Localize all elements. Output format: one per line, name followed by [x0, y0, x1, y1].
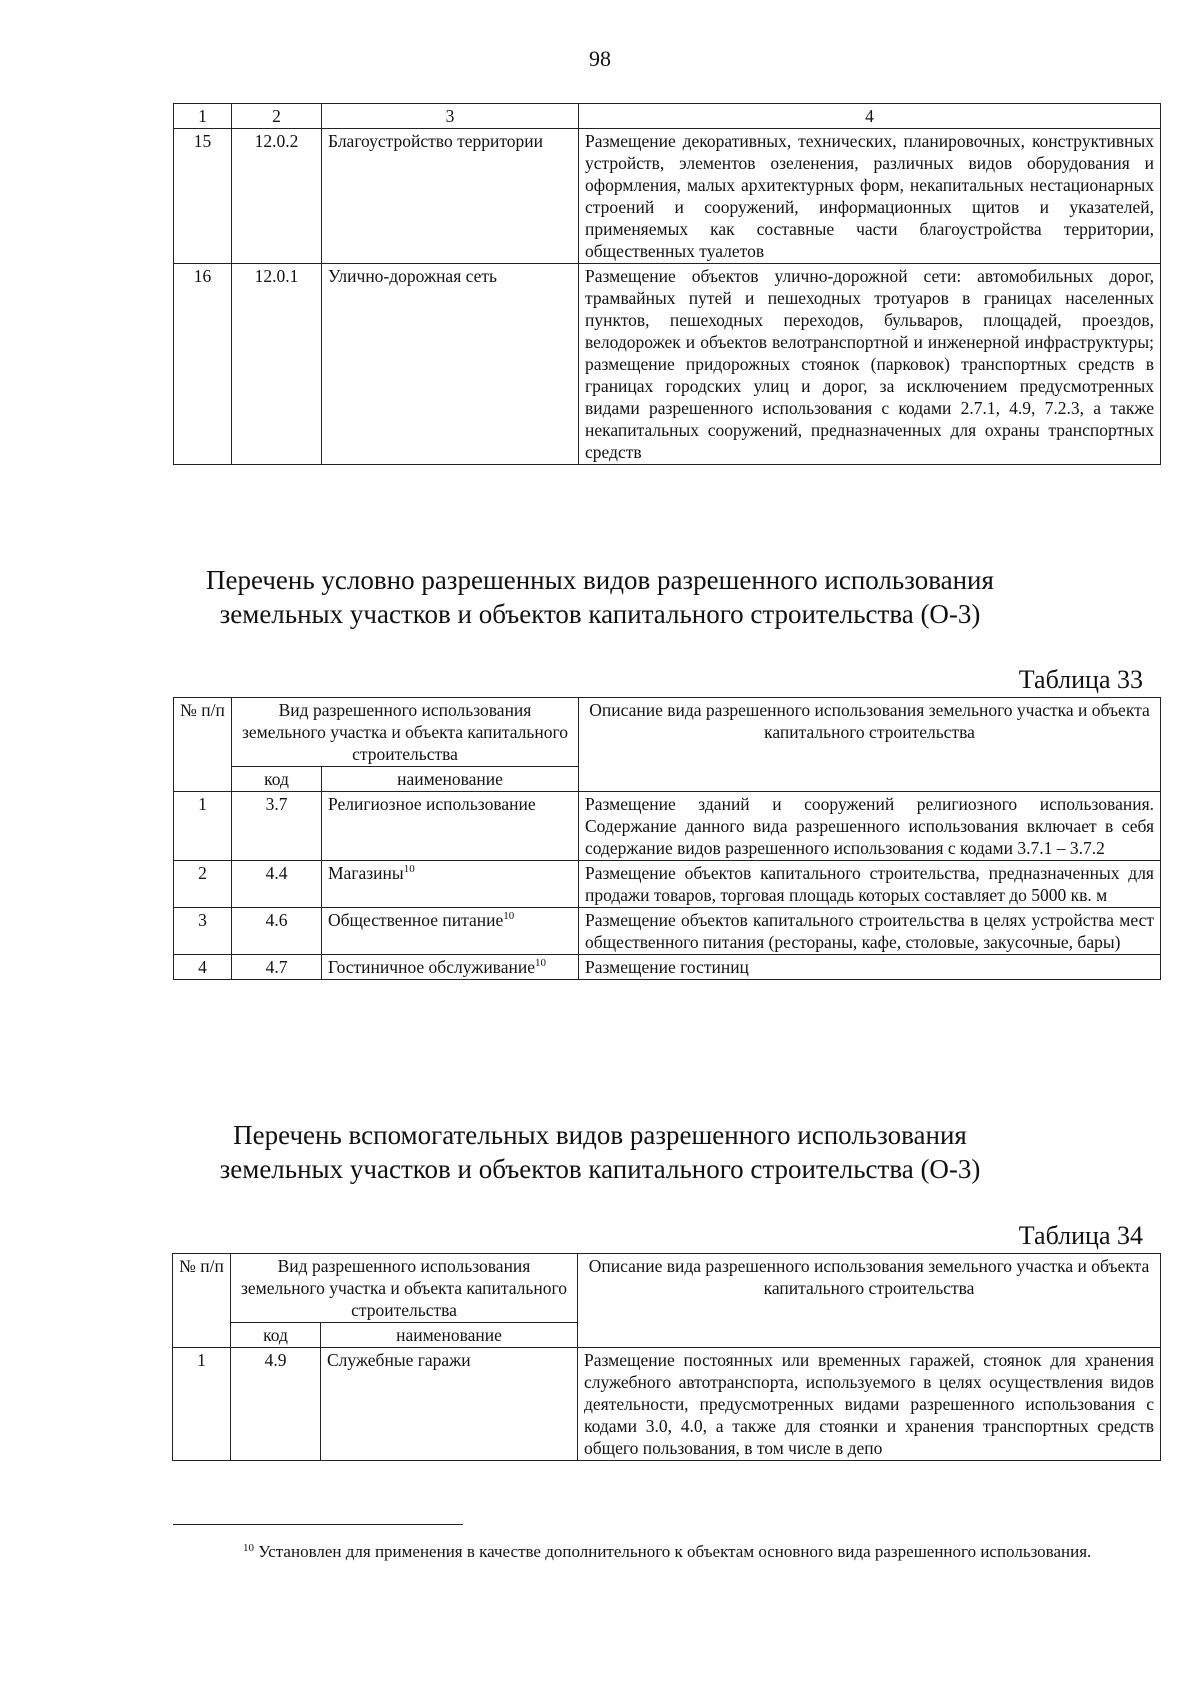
footnote-ref: 10	[403, 863, 415, 875]
row-name-text: Магазины	[328, 863, 404, 883]
heading-line: земельных участков и объектов капитального строительства (О-3)	[219, 599, 981, 629]
header-code: код	[231, 1323, 321, 1348]
footnote-separator	[173, 1524, 463, 1525]
row-name	[322, 955, 579, 980]
col-number-cell: 3	[322, 104, 579, 129]
header-description: Описание вида разрешенного использования земельного участка и объекта капитального строительства	[578, 1254, 1161, 1348]
row-code: 12.0.2	[232, 129, 322, 264]
row-code: 3.7	[232, 792, 322, 861]
row-code: 12.0.1	[232, 264, 322, 465]
row-name-text: Гостиничное обслуживание	[328, 957, 535, 977]
footnote-ref: 10	[534, 957, 546, 969]
footnote-ref: 10	[503, 910, 515, 922]
row-number: 15	[174, 129, 232, 264]
row-code: 4.6	[232, 908, 322, 955]
table-row	[174, 264, 1161, 465]
row-number: 3	[174, 908, 232, 955]
row-name: Улично-дорожная сеть	[322, 264, 579, 465]
row-code: 4.9	[231, 1348, 321, 1461]
heading-line: Перечень вспомогательных видов разрешенного использования	[233, 1120, 967, 1150]
footnote-mark: 10	[243, 1542, 254, 1554]
header-kind: Вид разрешенного использования земельного участка и объекта капитального строительства	[231, 1254, 578, 1323]
table-row	[174, 955, 1161, 980]
table-34	[172, 1253, 1161, 1461]
row-number: 1	[174, 792, 232, 861]
col-number-cell: 4	[579, 104, 1161, 129]
table-33	[173, 697, 1161, 980]
table-row	[174, 908, 1161, 955]
row-name	[322, 908, 579, 955]
table-row	[174, 861, 1161, 908]
col-number-cell: 2	[232, 104, 322, 129]
row-number: 16	[174, 264, 232, 465]
row-name-text: Общественное питание	[328, 910, 504, 930]
row-description: Размещение объектов капитального строительства в целях устройства мест общественного питания (рестораны, кафе, столовые, закусочные, бары)	[579, 908, 1161, 955]
table-header-row	[174, 104, 1161, 129]
row-name	[322, 861, 579, 908]
row-number: 1	[173, 1348, 231, 1461]
section-heading-conditional	[0, 563, 1200, 631]
table-header-row	[174, 698, 1161, 767]
table-row	[174, 792, 1161, 861]
table-header-row	[173, 1254, 1161, 1323]
table-row	[174, 129, 1161, 264]
row-description: Размещение зданий и сооружений религиозного использования. Содержание данного вида разрешенного использования включает в себя содержание видов разрешенного использования с кодами 3.7.1 – 3.7.2	[579, 792, 1161, 861]
row-description: Размещение декоративных, технических, планировочных, конструктивных устройств, элементов озеленения, различных видов оборудования и оформления, малых архитектурных форм, некапитальных нестационарных строений и сооружений, информационных щитов и указателей, применяемых как составные части благоустройства территории, общественных туалетов	[579, 129, 1161, 264]
row-number: 4	[174, 955, 232, 980]
row-code: 4.7	[232, 955, 322, 980]
heading-line: Перечень условно разрешенных видов разрешенного использования	[206, 565, 994, 595]
header-name: наименование	[322, 767, 579, 792]
table-33-caption: Таблица 33	[1018, 665, 1143, 694]
footnote-text: Установлен для применения в качестве дополнительного к объектам основного вида разрешенного использования.	[254, 1542, 1092, 1561]
page-number: 98	[589, 46, 611, 71]
section-heading-auxiliary	[0, 1118, 1200, 1186]
header-num: № п/п	[173, 1254, 231, 1348]
row-description: Размещение гостиниц	[579, 955, 1161, 980]
row-name: Служебные гаражи	[321, 1348, 578, 1461]
table-34-caption: Таблица 34	[1018, 1221, 1143, 1250]
row-description: Размещение постоянных или временных гаражей, стоянок для хранения служебного автотранспорта, используемого в целях осуществления видов деятельности, предусмотренных видами разрешенного использования с кодами 3.0, 4.0, а также для стоянки и хранения транспортных средств общего пользования, в том числе в депо	[578, 1348, 1161, 1461]
row-number: 2	[174, 861, 232, 908]
continued-table	[173, 103, 1161, 465]
col-number-cell: 1	[174, 104, 232, 129]
table-row	[173, 1348, 1161, 1461]
header-num: № п/п	[174, 698, 232, 792]
row-description: Размещение объектов капитального строительства, предназначенных для продажи товаров, торговая площадь которых составляет до 5000 кв. м	[579, 861, 1161, 908]
row-name: Религиозное использование	[322, 792, 579, 861]
row-code: 4.4	[232, 861, 322, 908]
header-name: наименование	[321, 1323, 578, 1348]
row-name: Благоустройство территории	[322, 129, 579, 264]
row-description: Размещение объектов улично-дорожной сети: автомобильных дорог, трамвайных путей и пешеходных тротуаров в границах населенных пунктов, пешеходных переходов, бульваров, площадей, проездов, велодорожек и объектов велотранспортной и инженерной инфраструктуры; размещение придорожных стоянок (парковок) транспортных средств в границах городских улиц и дорог, за исключением предусмотренных видами разрешенного использования с кодами 2.7.1, 4.9, 7.2.3, а также некапитальных сооружений, предназначенных для охраны транспортных средств	[579, 264, 1161, 465]
header-kind: Вид разрешенного использования земельного участка и объекта капитального строительства	[232, 698, 579, 767]
header-description: Описание вида разрешенного использования земельного участка и объекта капитального строительства	[579, 698, 1161, 792]
footnote	[173, 1540, 1145, 1563]
heading-line: земельных участков и объектов капитального строительства (О-3)	[219, 1154, 981, 1184]
header-code: код	[232, 767, 322, 792]
